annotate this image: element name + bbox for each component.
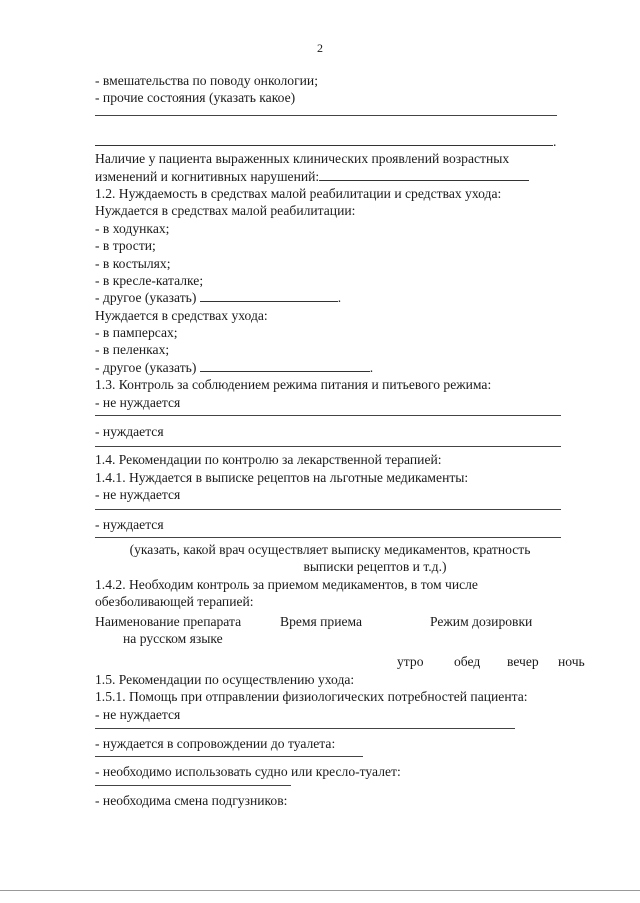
note-line: выписки рецептов и т.д.) bbox=[303, 559, 447, 575]
text-line: - вмешательства по поводу онкологии; bbox=[95, 73, 318, 88]
dose-times-row bbox=[95, 653, 585, 670]
fill-blank bbox=[200, 289, 338, 302]
text-line: - прочие состояния (указать какое) bbox=[95, 90, 296, 106]
list-item: - необходима смена подгузников: bbox=[95, 792, 288, 808]
text-line: Наличие у пациента выраженных клинических проявлений возрастных bbox=[95, 151, 510, 167]
text-line: обезболивающей терапией: bbox=[95, 594, 254, 610]
fill-blank bbox=[319, 168, 529, 181]
col-dose-header: Режим дозировки bbox=[430, 613, 533, 629]
col-name-subheader: на русском языке bbox=[123, 630, 223, 646]
document-body bbox=[95, 72, 585, 809]
list-item-with-blank: - другое (указать) . bbox=[95, 290, 342, 306]
section-heading: 1.2. Нуждаемость в средствах малой реабилитации и средствах ухода: bbox=[95, 185, 502, 201]
time-night: ночь bbox=[558, 654, 585, 670]
page-bottom-edge bbox=[0, 890, 640, 891]
list-item: - в кресле-каталке; bbox=[95, 272, 204, 288]
med-table-subheader bbox=[95, 630, 565, 647]
blank-line-with-dot: . bbox=[95, 133, 565, 150]
list-item: - в пеленках; bbox=[95, 342, 170, 358]
list-item-with-blank: - другое (указать) . bbox=[95, 359, 374, 375]
fill-blank bbox=[95, 133, 553, 146]
text-line: Нуждается в средствах малой реабилитации: bbox=[95, 203, 356, 219]
list-item: - не нуждается bbox=[95, 394, 181, 410]
section-heading: 1.3. Контроль за соблюдением режима питания и питьевого режима: bbox=[95, 377, 492, 393]
list-item: - нуждается в сопровождении до туалета: bbox=[95, 735, 336, 751]
section-heading: 1.4. Рекомендации по контролю за лекарственной терапией: bbox=[95, 452, 442, 468]
text-line: Нуждается в средствах ухода: bbox=[95, 307, 268, 323]
list-item: - в памперсах; bbox=[95, 325, 178, 341]
note-line: (указать, какой врач осуществляет выписку медикаментов, кратность bbox=[129, 541, 531, 557]
list-item: - не нуждается bbox=[95, 487, 181, 503]
list-item: - в ходунках; bbox=[95, 220, 170, 236]
section-heading: 1.4.1. Нуждается в выписке рецептов на льготные медикаменты: bbox=[95, 469, 469, 485]
list-item: - нуждается bbox=[95, 516, 164, 532]
list-item: - нуждается bbox=[95, 424, 164, 440]
list-item: - в трости; bbox=[95, 238, 156, 254]
list-item: - необходимо использовать судно или кресло-туалет: bbox=[95, 764, 401, 780]
page-number: 2 bbox=[317, 41, 323, 55]
list-item: - в костылях; bbox=[95, 255, 171, 271]
col-time-header: Время приема bbox=[280, 613, 363, 629]
time-noon: обед bbox=[454, 654, 481, 670]
section-heading: 1.5.1. Помощь при отправлении физиологических потребностей пациента: bbox=[95, 689, 528, 705]
time-morning: утро bbox=[397, 654, 424, 670]
med-table-header bbox=[95, 613, 565, 630]
text-line-with-blank: изменений и когнитивных нарушений: bbox=[95, 168, 565, 185]
time-evening: вечер bbox=[507, 654, 539, 670]
section-heading: 1.5. Рекомендации по осуществлению ухода: bbox=[95, 671, 355, 687]
col-name-header: Наименование препарата bbox=[95, 613, 242, 629]
list-item: - не нуждается bbox=[95, 706, 181, 722]
section-heading: 1.4.2. Необходим контроль за приемом медикаментов, в том числе bbox=[95, 576, 478, 592]
fill-blank bbox=[200, 359, 370, 372]
